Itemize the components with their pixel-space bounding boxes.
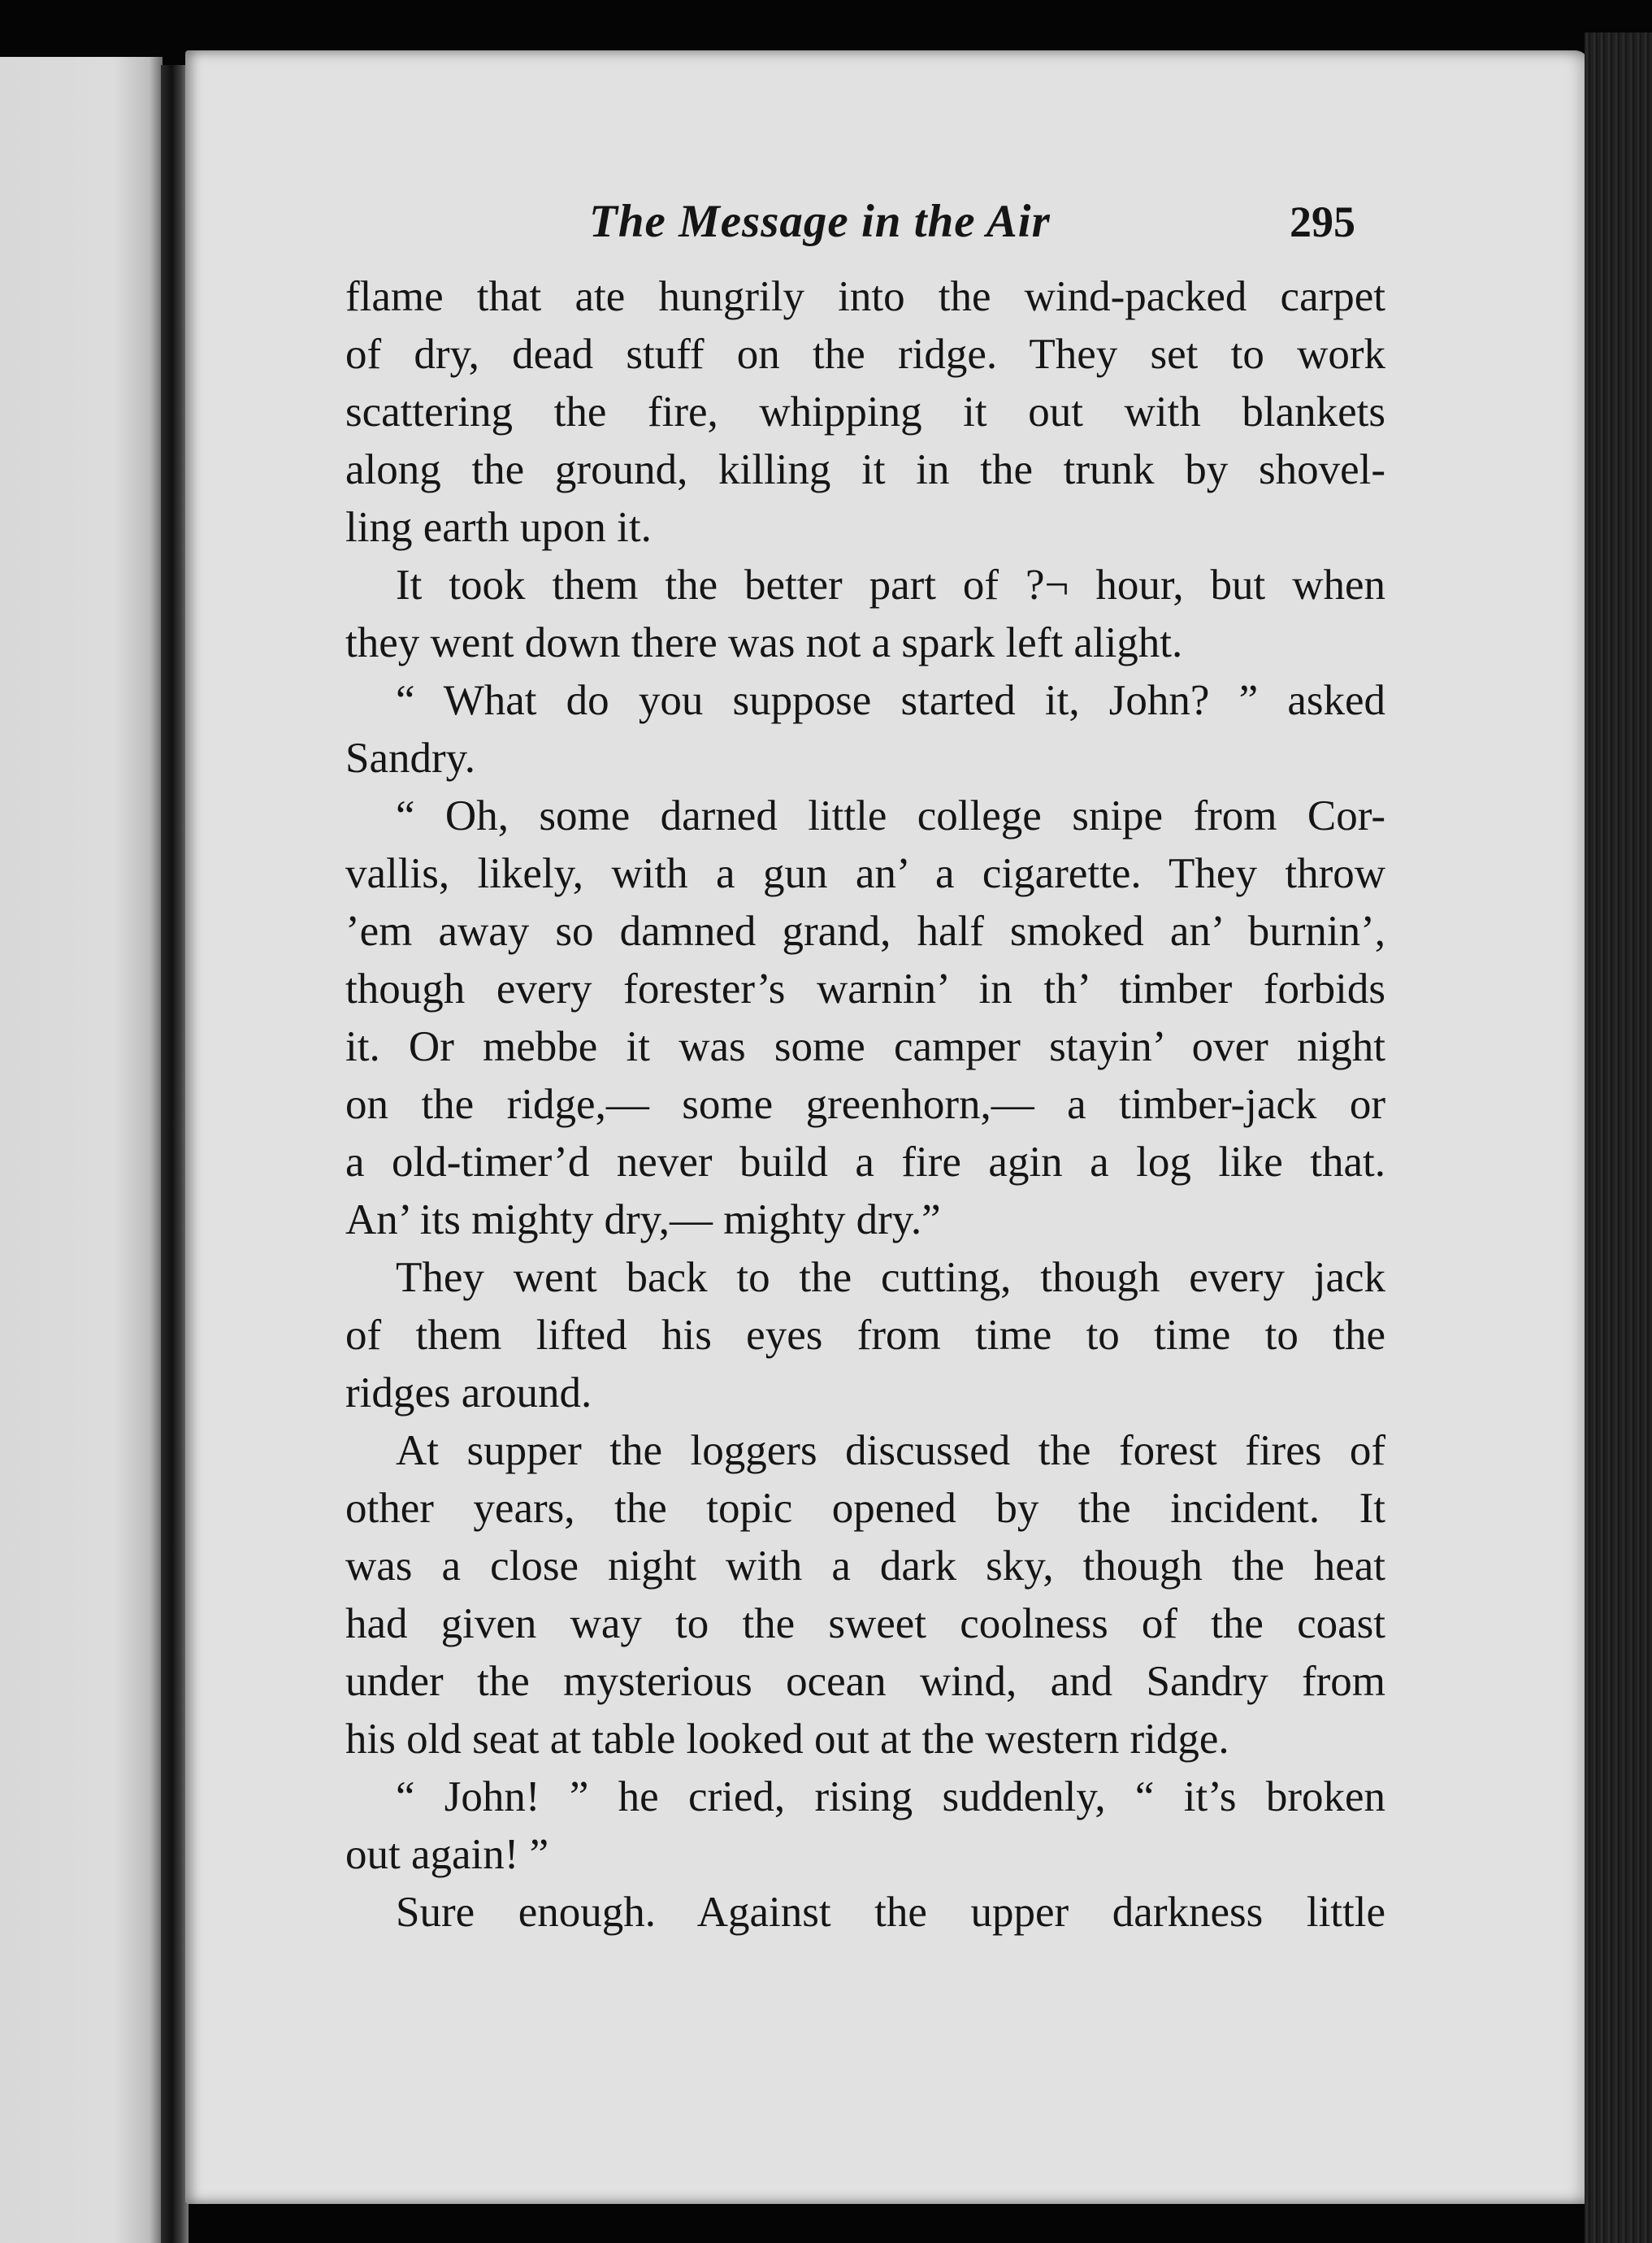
page-text-block: [345, 195, 1385, 1941]
text-line: it. Or mebbe it was some camper stayin’ over night: [345, 1023, 1385, 1070]
text-line: on the ridge,— some greenhorn,— a timber-jack or: [345, 1081, 1385, 1128]
text-line: ’em away so damned grand, half smoked an’ burnin’,: [345, 908, 1385, 955]
text-line: “ John! ” he cried, rising suddenly, “ it’s broken: [396, 1773, 1385, 1820]
facing-page-edge: [0, 57, 163, 2243]
text-line: under the mysterious ocean wind, and Sandry from: [345, 1658, 1385, 1705]
page-stack-edge: [1585, 33, 1652, 2243]
text-line: ling earth upon it.: [345, 504, 652, 551]
text-line: Sure enough. Against the upper darkness little: [396, 1889, 1385, 1936]
book-gutter: [161, 65, 189, 2243]
running-title: The Message in the Air: [589, 196, 1051, 247]
text-line: ridges around.: [345, 1369, 592, 1417]
text-line: along the ground, killing it in the trunk by shovel-: [345, 446, 1385, 493]
text-line: of dry, dead stuff on the ridge. They set to work: [345, 331, 1385, 378]
page-number: 295: [1290, 197, 1355, 246]
text-line: “ Oh, some darned little college snipe from Cor-: [396, 792, 1385, 839]
text-line: was a close night with a dark sky, though the heat: [345, 1542, 1385, 1590]
text-line: At supper the loggers discussed the forest fires of: [396, 1427, 1385, 1474]
text-line: other years, the topic opened by the incident. It: [345, 1485, 1385, 1532]
text-line: though every forester’s warnin’ in th’ timber forbids: [345, 965, 1385, 1013]
text-line: out again! ”: [345, 1831, 549, 1878]
text-line: of them lifted his eyes from time to time to the: [345, 1312, 1385, 1359]
text-line: They went back to the cutting, though every jack: [396, 1254, 1385, 1301]
text-line: they went down there was not a spark left alight.: [345, 619, 1183, 666]
text-line: “ What do you suppose started it, John? ” asked: [396, 677, 1385, 724]
text-line: It took them the better part of ?¬ hour, but when: [396, 562, 1385, 609]
text-line: had given way to the sweet coolness of the coast: [345, 1600, 1385, 1647]
text-line: scattering the fire, whipping it out with blankets: [345, 388, 1385, 436]
text-line: a old-timer’d never build a fire agin a log like that.: [345, 1139, 1385, 1186]
text-line: An’ its mighty dry,— mighty dry.”: [345, 1196, 941, 1243]
text-line: flame that ate hungrily into the wind-packed carpet: [345, 273, 1385, 320]
text-line: Sandry.: [345, 735, 475, 782]
text-line: vallis, likely, with a gun an’ a cigarette. They throw: [345, 850, 1385, 897]
text-line: his old seat at table looked out at the western ridge.: [345, 1716, 1229, 1763]
running-head: [345, 195, 1385, 268]
body-text: [345, 268, 1385, 1941]
